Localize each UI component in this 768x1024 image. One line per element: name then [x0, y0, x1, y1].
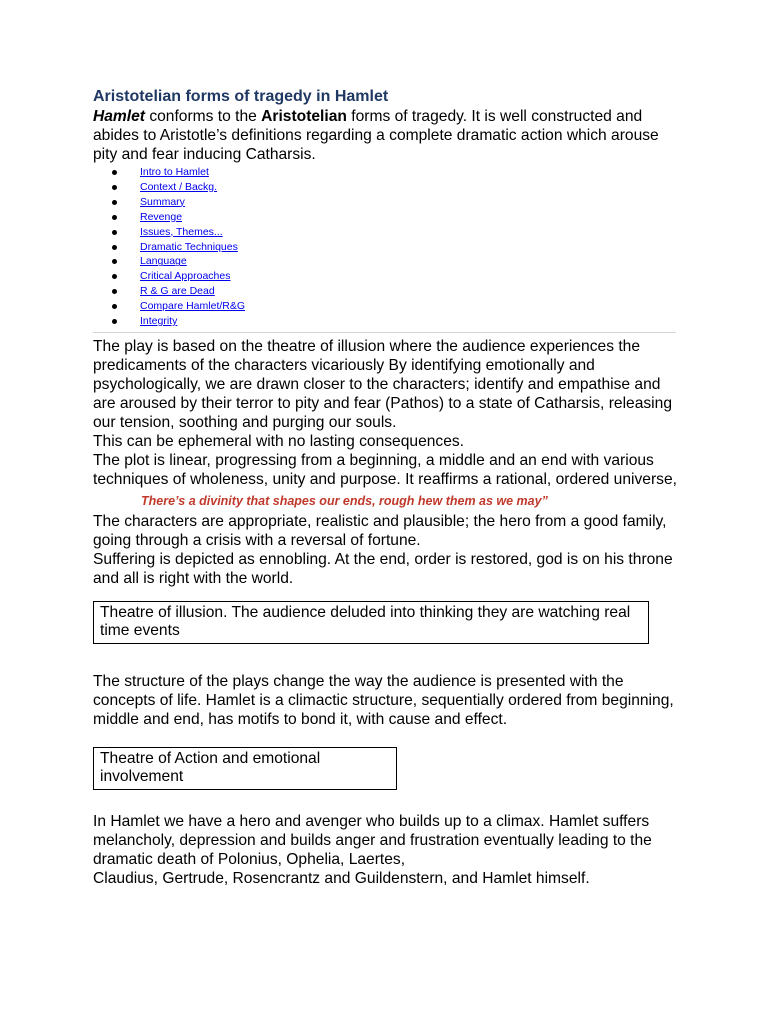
nav-item — [112, 225, 683, 240]
bullet-icon — [112, 185, 117, 190]
nav-link-critical-approaches[interactable]: Critical Approaches — [140, 270, 231, 283]
nav-link-revenge[interactable]: Revenge — [140, 210, 183, 223]
bullet-icon — [112, 200, 117, 205]
bullet-icon — [112, 230, 117, 235]
nav-item — [112, 299, 683, 314]
nav-link-issues[interactable]: Issues, Themes... — [140, 225, 223, 238]
nav-item — [112, 269, 683, 284]
bullet-icon — [112, 304, 117, 309]
nav-item — [112, 240, 683, 255]
bullet-icon — [112, 245, 117, 250]
bullet-icon — [112, 170, 117, 175]
divider — [93, 332, 676, 333]
nav-item — [112, 254, 683, 269]
paragraph-characters: The characters are appropriate, realistic and plausible; the hero from a good family, going through a crisis with a reversal of fortune. — [93, 512, 667, 549]
bullet-icon — [112, 215, 117, 220]
paragraph-illusion: The play is based on the theatre of illusion where the audience experiences the predicaments of the characters vicariously By identifying emotionally and psychologically, we are drawn closer to the characters; identify and empathise and are aroused by their terror to pity and fear (Pathos) to a state of Catharsis, releasing our tension, soothing and purging our souls. — [93, 337, 672, 431]
bullet-icon — [112, 259, 117, 264]
bullet-icon — [112, 289, 117, 294]
paragraph-hero-line-a: In Hamlet we have a hero and avenger who builds up to a climax. Hamlet suffers melancholy, depression and builds anger and frustration eventually leading to the dramatic death of Polonius, Ophelia, Laertes, — [93, 812, 652, 868]
document-page — [93, 86, 683, 888]
body-text — [93, 337, 683, 588]
nav-link-language[interactable]: Language — [140, 255, 187, 268]
nav-item — [112, 210, 683, 225]
nav-link-context[interactable]: Context / Backg. — [140, 180, 218, 193]
intro-hamlet: Hamlet — [93, 108, 145, 125]
intro-text-1: conforms to the — [145, 108, 262, 125]
bullet-icon — [112, 274, 117, 279]
nav-link-dramatic-techniques[interactable]: Dramatic Techniques — [140, 240, 238, 253]
hamlet-quote: There’s a divinity that shapes our ends, rough hew them as we may” — [141, 493, 548, 508]
intro-paragraph — [93, 107, 683, 164]
nav-item — [112, 195, 683, 210]
nav-item — [112, 180, 683, 195]
nav-link-compare[interactable]: Compare Hamlet/R&G — [140, 300, 246, 313]
nav-item — [112, 165, 683, 180]
paragraph-suffering: Suffering is depicted as ennobling. At the end, order is restored, god is on his throne and all is right with the world. — [93, 550, 673, 587]
paragraph-hero — [93, 812, 683, 888]
page-title: Aristotelian forms of tragedy in Hamlet — [93, 88, 389, 105]
paragraph-hero-line-b: Claudius, Gertrude, Rosencrantz and Guildenstern, and Hamlet himself. — [93, 869, 590, 887]
paragraph-structure: The structure of the plays change the way the audience is presented with the concepts of life. Hamlet is a climactic structure, sequentially ordered from beginning, middle and end, has motifs to bond it, with cause and effect. — [93, 672, 674, 728]
intro-aristotelian: Aristotelian — [261, 108, 347, 125]
nav-item — [112, 284, 683, 299]
callout-theatre-of-illusion: Theatre of illusion. The audience deluded into thinking they are watching real time events — [93, 601, 649, 644]
nav-link-summary[interactable]: Summary — [140, 195, 185, 208]
bullet-icon — [112, 319, 117, 324]
paragraph-ephemeral: This can be ephemeral with no lasting consequences. — [93, 432, 465, 450]
nav-link-intro[interactable]: Intro to Hamlet — [140, 166, 209, 178]
nav-link-rg-dead[interactable]: R & G are Dead — [140, 285, 215, 298]
paragraph-plot: The plot is linear, progressing from a beginning, a middle and an end with various techniques of wholeness, unity and purpose. It reaffirms a rational, ordered universe, — [93, 451, 677, 488]
nav-link-integrity[interactable]: Integrity — [140, 315, 178, 328]
topic-nav-list — [93, 165, 683, 329]
callout-theatre-of-action: Theatre of Action and emotional involvement — [93, 747, 397, 790]
intro-text-2: forms of tragedy. It is well constructed and abides to Aristotle’s definitions regarding a complete dramatic action which arouse pity and fear inducing Catharsis. — [93, 108, 659, 163]
nav-item — [112, 314, 683, 329]
